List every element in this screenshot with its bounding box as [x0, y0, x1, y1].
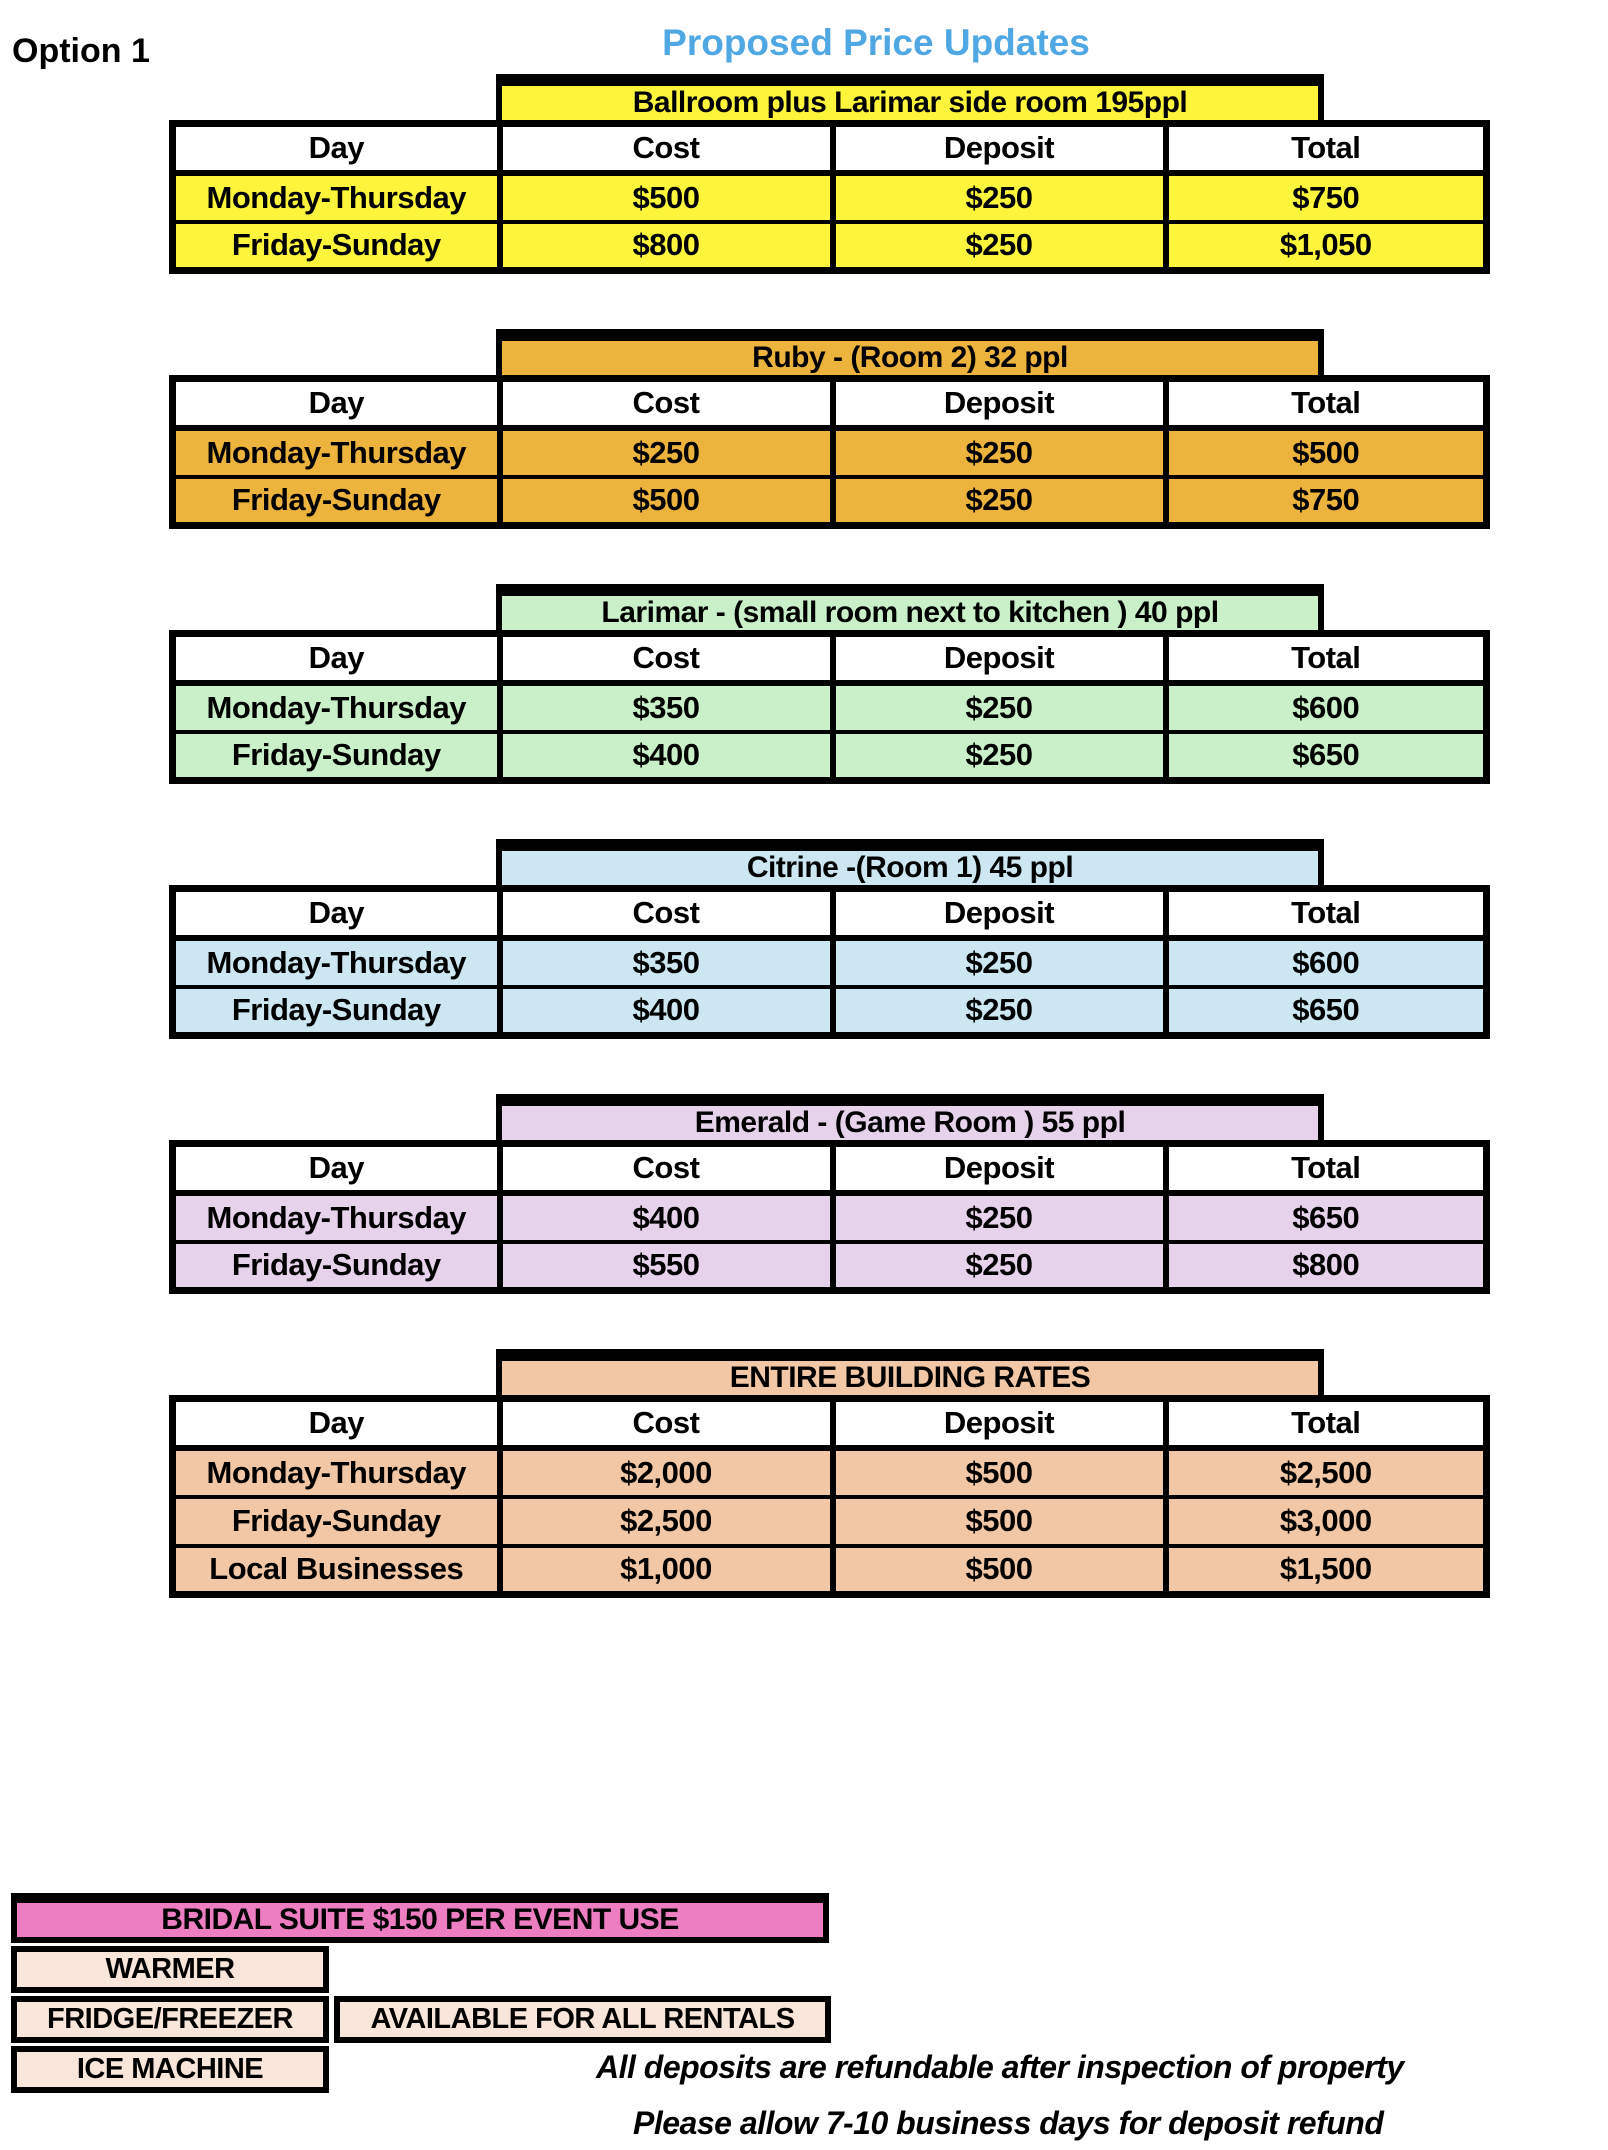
- column-header-total: Total: [1166, 124, 1487, 173]
- deposit-cell: $250: [833, 428, 1166, 477]
- cost-cell: $550: [500, 1242, 833, 1291]
- column-header-total: Total: [1166, 889, 1487, 938]
- table-title: Citrine -(Room 1) 45 ppl: [496, 839, 1324, 891]
- total-cell: $750: [1166, 477, 1487, 526]
- day-cell: Monday-Thursday: [173, 1448, 500, 1497]
- cost-cell: $500: [500, 477, 833, 526]
- table-row: [173, 222, 1487, 271]
- column-header-deposit: Deposit: [833, 379, 1166, 428]
- extra-item-warmer: WARMER: [11, 1946, 329, 1993]
- column-header-day: Day: [173, 634, 500, 683]
- total-cell: $1,050: [1166, 222, 1487, 271]
- cost-cell: $2,000: [500, 1448, 833, 1497]
- table-row: [173, 732, 1487, 781]
- column-header-deposit: Deposit: [833, 889, 1166, 938]
- column-header-deposit: Deposit: [833, 1144, 1166, 1193]
- column-header-day: Day: [173, 889, 500, 938]
- column-header-deposit: Deposit: [833, 124, 1166, 173]
- table-title: Emerald - (Game Room ) 55 ppl: [496, 1094, 1324, 1146]
- table-row: [173, 477, 1487, 526]
- total-cell: $600: [1166, 938, 1487, 987]
- deposit-cell: $500: [833, 1448, 1166, 1497]
- day-cell: Friday-Sunday: [173, 1497, 500, 1546]
- table-row: [173, 1546, 1487, 1595]
- table-row: [173, 1497, 1487, 1546]
- cost-cell: $250: [500, 428, 833, 477]
- column-header-day: Day: [173, 1399, 500, 1448]
- cost-cell: $400: [500, 732, 833, 781]
- price-table-section: [169, 1094, 1490, 1294]
- column-header-deposit: Deposit: [833, 634, 1166, 683]
- cost-cell: $500: [500, 173, 833, 222]
- price-table-section: [169, 584, 1490, 784]
- day-cell: Friday-Sunday: [173, 1242, 500, 1291]
- day-cell: Local Businesses: [173, 1546, 500, 1595]
- table-row: [173, 938, 1487, 987]
- price-table-section: [169, 839, 1490, 1039]
- table-row: [173, 1193, 1487, 1242]
- extra-row-fridge: [11, 1996, 1601, 2043]
- deposit-cell: $250: [833, 1193, 1166, 1242]
- deposit-cell: $250: [833, 222, 1166, 271]
- table-row: [173, 1242, 1487, 1291]
- day-cell: Monday-Thursday: [173, 1193, 500, 1242]
- day-cell: Friday-Sunday: [173, 987, 500, 1036]
- day-cell: Monday-Thursday: [173, 683, 500, 732]
- total-cell: $1,500: [1166, 1546, 1487, 1595]
- deposit-cell: $500: [833, 1546, 1166, 1595]
- extra-item-ice-machine: ICE MACHINE: [11, 2046, 329, 2093]
- column-header-cost: Cost: [500, 1399, 833, 1448]
- price-tables: [169, 74, 1490, 1653]
- table-header-row: [173, 1144, 1487, 1193]
- day-cell: Monday-Thursday: [173, 428, 500, 477]
- table-title: Ruby - (Room 2) 32 ppl: [496, 329, 1324, 381]
- column-header-cost: Cost: [500, 1144, 833, 1193]
- table-header-row: [173, 124, 1487, 173]
- total-cell: $650: [1166, 1193, 1487, 1242]
- column-header-total: Total: [1166, 634, 1487, 683]
- deposit-cell: $250: [833, 477, 1166, 526]
- day-cell: Monday-Thursday: [173, 173, 500, 222]
- extra-item-fridge-freezer: FRIDGE/FREEZER: [11, 1996, 329, 2043]
- price-table: [169, 120, 1490, 274]
- price-table-section: [169, 74, 1490, 274]
- deposit-cell: $250: [833, 683, 1166, 732]
- cost-cell: $400: [500, 1193, 833, 1242]
- table-row: [173, 987, 1487, 1036]
- column-header-cost: Cost: [500, 124, 833, 173]
- total-cell: $750: [1166, 173, 1487, 222]
- cost-cell: $350: [500, 683, 833, 732]
- price-table: [169, 885, 1490, 1039]
- total-cell: $600: [1166, 683, 1487, 732]
- extra-row-warmer: [11, 1946, 1601, 1993]
- column-header-total: Total: [1166, 1144, 1487, 1193]
- column-header-total: Total: [1166, 379, 1487, 428]
- column-header-day: Day: [173, 1144, 500, 1193]
- page-title: Proposed Price Updates: [662, 22, 1090, 63]
- total-cell: $3,000: [1166, 1497, 1487, 1546]
- refund-timeline-note: Please allow 7-10 business days for deposit refund: [633, 2105, 1384, 2141]
- table-header-row: [173, 889, 1487, 938]
- bridal-suite-banner: BRIDAL SUITE $150 PER EVENT USE: [11, 1893, 829, 1943]
- availability-note: AVAILABLE FOR ALL RENTALS: [334, 1996, 831, 2043]
- cost-cell: $400: [500, 987, 833, 1036]
- total-cell: $500: [1166, 428, 1487, 477]
- column-header-total: Total: [1166, 1399, 1487, 1448]
- cost-cell: $800: [500, 222, 833, 271]
- table-header-row: [173, 1399, 1487, 1448]
- deposit-cell: $250: [833, 1242, 1166, 1291]
- total-cell: $650: [1166, 732, 1487, 781]
- table-header-row: [173, 379, 1487, 428]
- total-cell: $2,500: [1166, 1448, 1487, 1497]
- deposit-cell: $250: [833, 173, 1166, 222]
- table-row: [173, 173, 1487, 222]
- price-table: [169, 375, 1490, 529]
- price-table-section: [169, 329, 1490, 529]
- deposit-cell: $500: [833, 1497, 1166, 1546]
- extras-section: [11, 1893, 1601, 2141]
- total-cell: $800: [1166, 1242, 1487, 1291]
- total-cell: $650: [1166, 987, 1487, 1036]
- cost-cell: $350: [500, 938, 833, 987]
- price-table: [169, 630, 1490, 784]
- day-cell: Monday-Thursday: [173, 938, 500, 987]
- price-table: [169, 1395, 1490, 1598]
- day-cell: Friday-Sunday: [173, 222, 500, 271]
- column-header-cost: Cost: [500, 889, 833, 938]
- table-row: [173, 683, 1487, 732]
- table-row: [173, 1448, 1487, 1497]
- column-header-day: Day: [173, 379, 500, 428]
- deposit-cell: $250: [833, 732, 1166, 781]
- deposit-refund-note: All deposits are refundable after inspection of property: [596, 2049, 1404, 2085]
- table-title: Larimar - (small room next to kitchen ) 40 ppl: [496, 584, 1324, 636]
- column-header-day: Day: [173, 124, 500, 173]
- day-cell: Friday-Sunday: [173, 732, 500, 781]
- column-header-cost: Cost: [500, 634, 833, 683]
- table-title: ENTIRE BUILDING RATES: [496, 1349, 1324, 1401]
- deposit-cell: $250: [833, 938, 1166, 987]
- price-table-section: [169, 1349, 1490, 1598]
- column-header-deposit: Deposit: [833, 1399, 1166, 1448]
- column-header-cost: Cost: [500, 379, 833, 428]
- day-cell: Friday-Sunday: [173, 477, 500, 526]
- table-header-row: [173, 634, 1487, 683]
- option-label: Option 1: [12, 32, 150, 70]
- cost-cell: $1,000: [500, 1546, 833, 1595]
- table-row: [173, 428, 1487, 477]
- price-table: [169, 1140, 1490, 1294]
- cost-cell: $2,500: [500, 1497, 833, 1546]
- deposit-cell: $250: [833, 987, 1166, 1036]
- table-title: Ballroom plus Larimar side room 195ppl: [496, 74, 1324, 126]
